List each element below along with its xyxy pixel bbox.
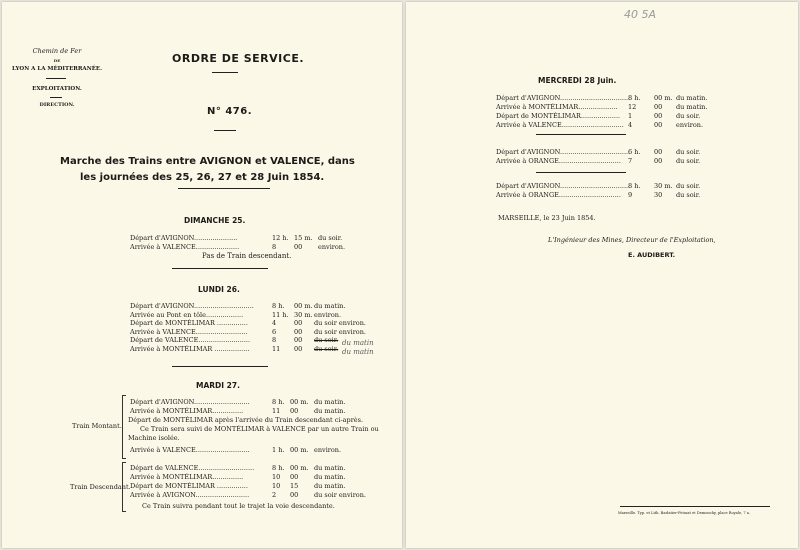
note: environ. xyxy=(318,243,346,251)
note: du soir. xyxy=(676,148,701,156)
hour: 11 h. xyxy=(272,310,289,319)
note: du soir environ. xyxy=(314,319,366,328)
minute: 00 xyxy=(290,406,299,415)
note: du soir. xyxy=(314,345,339,353)
note: du matin. xyxy=(314,398,346,406)
station-text: Arrivée à MONTÉLIMAR................... xyxy=(496,103,618,111)
hour: 4 xyxy=(272,319,277,328)
station-text: Départ de MONTÉLIMAR ............... xyxy=(130,482,248,490)
minute: 15 xyxy=(290,482,299,490)
station-text: Départ d'AVIGNON.................................. xyxy=(496,94,631,102)
station-text: Arrivée à MONTÉLIMAR............... xyxy=(130,473,244,481)
minute: 00 m. xyxy=(654,94,673,102)
note: du soir. xyxy=(676,191,701,199)
minute: 00 m. xyxy=(290,446,309,454)
minute: 00 xyxy=(290,473,299,481)
hour: 6 xyxy=(272,327,277,336)
minute: 30 m. xyxy=(654,182,673,190)
minute: 00 xyxy=(654,148,663,156)
text-line: Ce Train suivra pendant tout le trajet la voie descendante. xyxy=(142,502,335,510)
note: environ. xyxy=(314,446,342,454)
divider xyxy=(50,97,62,98)
hour: 6 h. xyxy=(628,148,641,156)
minute: 30 xyxy=(654,191,663,199)
divider xyxy=(214,130,236,131)
hour: 8 h. xyxy=(272,464,285,472)
hour: 11 xyxy=(272,345,281,353)
label-train-montant: Train Montant. xyxy=(72,422,122,430)
note: environ. xyxy=(314,310,342,319)
hour: 8 h. xyxy=(628,94,641,102)
station-text: Arrivée au Pont en tôle.................. xyxy=(130,310,244,319)
text-line: Ce Train sera suivi de MONTÉLIMAR à VALENCE par un autre Train ou xyxy=(140,425,379,433)
pencil-mark: 40 5A xyxy=(624,8,657,21)
station-text: Arrivée à MONTÉLIMAR ................. xyxy=(130,345,250,353)
section-dimanche: DIMANCHE 25. xyxy=(184,216,246,225)
hour: 8 h. xyxy=(272,398,285,406)
note: du soir. xyxy=(676,112,701,120)
minute: 00 xyxy=(294,327,303,336)
note: du matin. xyxy=(314,406,346,415)
minute: 00 m. xyxy=(290,398,309,406)
hour: 10 xyxy=(272,473,281,481)
station-text: Arrivée à AVIGNON.......................... xyxy=(130,491,250,499)
hour: 12 h. xyxy=(272,234,289,242)
right-page xyxy=(406,2,798,548)
hour: 1 xyxy=(628,112,633,120)
station-text: Arrivée à VALENCE.............................. xyxy=(496,121,624,129)
divider xyxy=(178,188,270,189)
hour: 8 h. xyxy=(272,302,285,310)
hour: 11 xyxy=(272,406,281,415)
title-line-1: Marche des Trains entre AVIGNON et VALENCE, dans xyxy=(60,156,355,167)
order-number: N° 476. xyxy=(207,106,253,117)
title-line-2: les journées des 25, 26, 27 et 28 Juin 1854. xyxy=(80,172,325,183)
station-text: Départ de VALENCE......................... xyxy=(130,336,251,345)
station-text: Arrivée à VALENCE..................... xyxy=(130,243,240,251)
note: du soir. xyxy=(314,336,339,345)
station-text: Départ de MONTÉLIMAR................... xyxy=(496,112,621,120)
divider xyxy=(212,72,238,73)
hour: 4 xyxy=(628,121,633,129)
section-mardi: MARDI 27. xyxy=(196,381,240,390)
station-text: Arrivée à ORANGE.............................. xyxy=(496,191,621,199)
minute: 00 xyxy=(654,121,663,129)
note: du soir environ. xyxy=(314,327,366,336)
minute: 15 m. xyxy=(294,234,313,242)
note: du matin. xyxy=(314,473,346,481)
station-text: Arrivée à MONTÉLIMAR............... xyxy=(130,406,244,415)
station-text: Arrivée à ORANGE.............................. xyxy=(496,157,621,165)
station-text: Arrivée à VALENCE......................... xyxy=(130,327,248,336)
minute: 00 xyxy=(654,103,663,111)
station-text: Départ d'AVIGNON.................................. xyxy=(496,148,631,156)
hour: 8 h. xyxy=(628,182,641,190)
hour: 12 xyxy=(628,103,637,111)
hour: 8 xyxy=(272,336,277,345)
divider xyxy=(172,366,268,367)
divider xyxy=(46,78,66,79)
printer-line: Marseille. Typ. et Lith. Barlatier-Feissat et Demonchy, place Royale, 7 a. xyxy=(618,511,751,515)
left-page xyxy=(2,2,402,548)
hour: 2 xyxy=(272,491,277,499)
minute: 00 xyxy=(654,157,663,165)
note: du soir. xyxy=(318,234,343,242)
note: du soir. xyxy=(676,182,701,190)
minute: 00 xyxy=(290,491,299,499)
station-text: Arrivée à VALENCE.......................... xyxy=(130,446,250,454)
hour: 10 xyxy=(272,482,281,490)
divider xyxy=(536,172,626,173)
minute: 00 xyxy=(294,243,303,251)
company-line-4: EXPLOITATION. xyxy=(32,86,82,92)
station-text: Départ d'AVIGNON..................... xyxy=(130,234,238,242)
hour: 8 xyxy=(272,243,277,251)
minute: 00 xyxy=(294,336,303,345)
handwritten-note: du matin xyxy=(342,339,374,347)
minute: 00 xyxy=(294,345,303,353)
signature-title: L'Ingénieur des Mines, Directeur de l'Exploitation, xyxy=(548,236,716,244)
station-text: Départ d'AVIGNON........................... xyxy=(130,398,250,406)
place-date: MARSEILLE, le 23 Juin 1854. xyxy=(498,214,596,222)
note: du matin. xyxy=(314,464,346,472)
section-mercredi: MERCREDI 28 Juin. xyxy=(538,76,617,85)
company-line-2: DE xyxy=(53,58,61,63)
minute: 00 xyxy=(654,112,663,120)
station-text: Départ de MONTÉLIMAR ............... xyxy=(130,319,248,328)
note: environ. xyxy=(676,121,704,129)
text-line: Départ de MONTÉLIMAR après l'arrivée du Train descendant ci-après. xyxy=(128,416,364,424)
note: du matin. xyxy=(676,103,708,111)
note: du matin. xyxy=(676,94,708,102)
divider xyxy=(536,134,626,135)
divider xyxy=(172,268,268,269)
company-line-5: DIRECTION. xyxy=(39,102,75,108)
note: du matin. xyxy=(314,302,346,310)
minute: 00 m. xyxy=(290,464,309,472)
hour: 7 xyxy=(628,157,633,165)
text-line: Machine isolée. xyxy=(128,434,180,442)
station-text: Départ d'AVIGNON............................. xyxy=(130,302,254,310)
note-no-descending: Pas de Train descendant. xyxy=(202,252,292,260)
signature-name: E. AUDIBERT. xyxy=(628,251,676,259)
minute: 00 xyxy=(294,319,303,328)
divider xyxy=(620,506,770,507)
brace xyxy=(122,395,126,459)
note: du matin. xyxy=(314,482,346,490)
minute: 00 m. xyxy=(294,302,313,310)
minute: 30 m. xyxy=(294,310,313,319)
station-text: Départ de VALENCE........................... xyxy=(130,464,255,472)
handwritten-note: du matin xyxy=(342,348,374,356)
section-lundi: LUNDI 26. xyxy=(198,285,240,294)
company-line-1: Chemin de Fer xyxy=(32,47,82,55)
hour: 1 h. xyxy=(272,446,285,454)
station-text: Départ d'AVIGNON.................................. xyxy=(496,182,631,190)
note: du soir environ. xyxy=(314,491,366,499)
heading: ORDRE DE SERVICE. xyxy=(172,52,305,65)
hour: 9 xyxy=(628,191,633,199)
note: du soir. xyxy=(676,157,701,165)
label-train-descendant: Train Descendant. xyxy=(70,483,131,491)
company-line-3: LYON A LA MÉDITERRANÉE. xyxy=(11,66,103,72)
